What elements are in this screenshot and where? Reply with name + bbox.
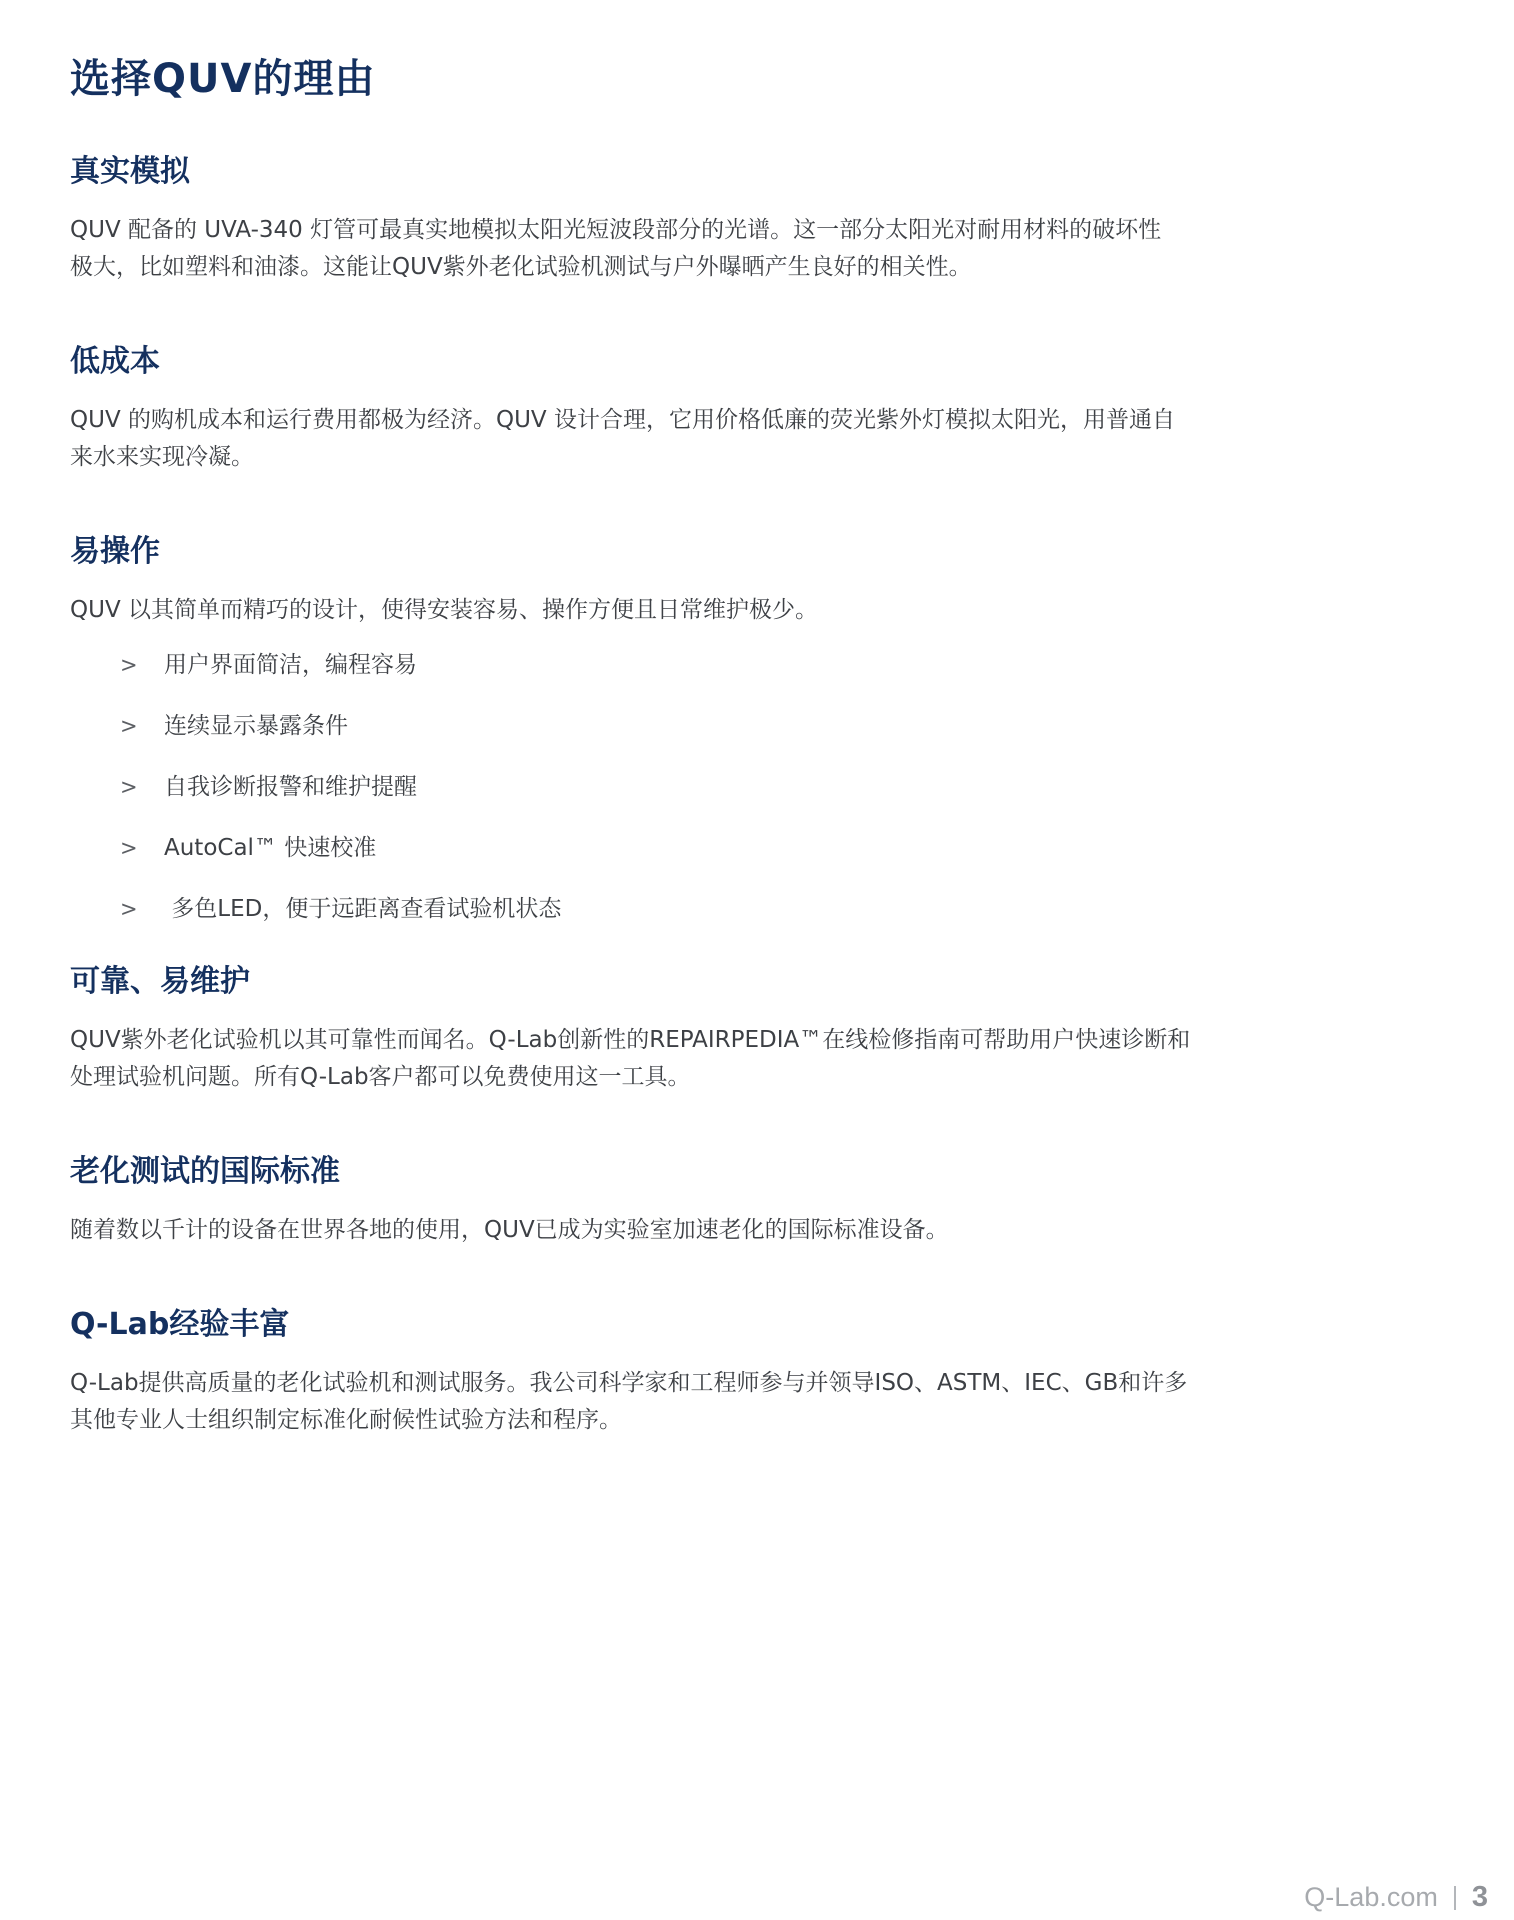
page-footer <box>1304 1881 1488 1914</box>
page-number: 3 <box>1471 1881 1488 1913</box>
chevron-right-icon: > <box>120 653 138 677</box>
chevron-right-icon: > <box>120 775 138 799</box>
list-item <box>120 708 1290 745</box>
body-line: QUV 的购机成本和运行费用都极为经济。QUV 设计合理，它用价格低廉的荧光紫外灯模拟太阳光，用普通自 <box>70 407 1175 433</box>
section-realistic-simulation <box>70 152 1290 286</box>
list-item <box>120 830 1290 867</box>
body-line: Q-Lab提供高质量的老化试验机和测试服务。我公司科学家和工程师参与并领导ISO、ASTM、IEC、GB和许多 <box>70 1370 1188 1396</box>
list-item <box>120 769 1290 806</box>
list-item-text: AutoCal™ 快速校准 <box>164 835 377 861</box>
chevron-right-icon: > <box>120 836 138 860</box>
section-body <box>70 1022 1290 1096</box>
list-item-text: 多色LED，便于远距离查看试验机状态 <box>164 896 562 922</box>
chevron-right-icon: > <box>120 714 138 738</box>
section-reliable-maintenance <box>70 962 1290 1096</box>
section-heading: 可靠、易维护 <box>70 964 250 999</box>
section-heading: 易操作 <box>70 534 160 569</box>
section-qlab-experience <box>70 1305 1290 1439</box>
section-low-cost <box>70 342 1290 476</box>
footer-website: Q-Lab.com <box>1304 1882 1438 1912</box>
body-line: QUV 以其简单而精巧的设计，使得安装容易、操作方便且日常维护极少。 <box>70 597 818 623</box>
body-line: QUV 配备的 UVA-340 灯管可最真实地模拟太阳光短波段部分的光谱。这一部分太阳光对耐用材料的破坏性 <box>70 217 1162 243</box>
section-body <box>70 402 1290 476</box>
body-line: 极大，比如塑料和油漆。这能让QUV紫外老化试验机测试与户外曝晒产生良好的相关性。 <box>70 254 972 280</box>
section-body <box>70 1365 1290 1439</box>
body-line: 其他专业人士组织制定标准化耐候性试验方法和程序。 <box>70 1407 622 1433</box>
section-heading: Q-Lab经验丰富 <box>70 1307 290 1342</box>
section-international-standard <box>70 1152 1290 1249</box>
document-page <box>70 52 1290 1495</box>
body-line: 随着数以千计的设备在世界各地的使用，QUV已成为实验室加速老化的国际标准设备。 <box>70 1217 949 1243</box>
page-title: 选择QUV的理由 <box>70 56 376 102</box>
body-line: QUV紫外老化试验机以其可靠性而闻名。Q-Lab创新性的REPAIRPEDIA™在线检修指南可帮助用户快速诊断和 <box>70 1027 1191 1053</box>
section-heading: 真实模拟 <box>70 154 190 189</box>
chevron-right-icon: > <box>120 897 138 921</box>
feature-list <box>70 647 1290 928</box>
body-line: 处理试验机问题。所有Q-Lab客户都可以免费使用这一工具。 <box>70 1064 691 1090</box>
list-item-text: 用户界面简洁，编程容易 <box>164 652 417 678</box>
list-item-text: 自我诊断报警和维护提醒 <box>164 774 417 800</box>
list-item <box>120 647 1290 684</box>
section-heading: 老化测试的国际标准 <box>70 1154 340 1189</box>
section-body <box>70 1212 1290 1249</box>
section-heading: 低成本 <box>70 344 160 379</box>
list-item-text: 连续显示暴露条件 <box>164 713 348 739</box>
section-easy-operation <box>70 532 1290 928</box>
section-body <box>70 592 1290 629</box>
body-line: 来水来实现冷凝。 <box>70 444 254 470</box>
footer-divider <box>1454 1886 1456 1910</box>
list-item <box>120 891 1290 928</box>
section-body <box>70 212 1290 286</box>
